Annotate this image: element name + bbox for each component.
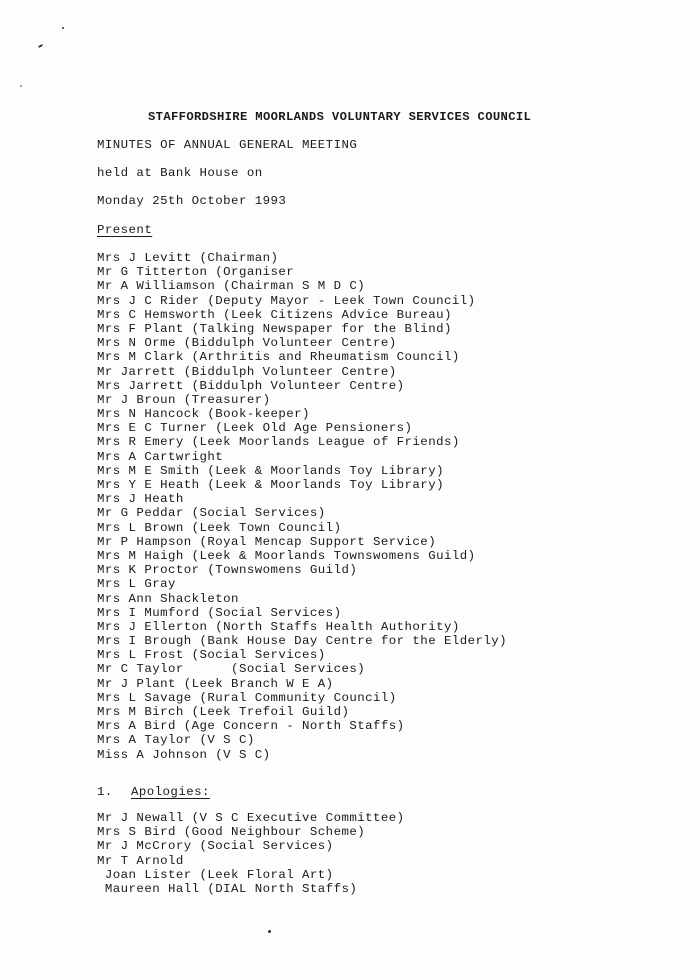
document-subtitle: MINUTES OF ANNUAL GENERAL MEETING: [97, 138, 358, 152]
attendee-item: Mr J Broun (Treasurer): [97, 392, 271, 407]
apology-item: Mr J Newall (V S C Executive Committee): [97, 811, 405, 825]
scan-speck: [62, 27, 64, 29]
attendee-item: Mrs I Mumford (Social Services): [97, 605, 342, 620]
meeting-date: Monday 25th October 1993: [97, 194, 287, 208]
attendee-item: Mrs M Birch (Leek Trefoil Guild): [97, 705, 350, 719]
present-heading: Present: [97, 223, 153, 237]
attendee-item: Mrs J Levitt (Chairman): [97, 251, 279, 265]
attendee-item: Mrs F Plant (Talking Newspaper for the Blind): [97, 321, 452, 336]
attendee-item: Mr P Hampson (Royal Mencap Support Service): [97, 534, 437, 549]
attendee-item: Mrs J Heath: [97, 492, 184, 507]
apologies-heading: Apologies:: [131, 785, 210, 799]
attendee-item: Mr Jarrett (Biddulph Volunteer Centre): [97, 364, 397, 379]
attendee-item: Mrs N Hancock (Book-keeper): [97, 407, 310, 422]
attendee-item: Mrs A Taylor (V S C): [97, 733, 255, 748]
attendee-item: Mrs Y E Heath (Leek & Moorlands Toy Library): [97, 478, 444, 492]
attendee-item: Mr J Plant (Leek Branch W E A): [97, 676, 334, 691]
attendee-item: Mrs I Brough (Bank House Day Centre for the Elderly): [97, 634, 508, 649]
attendee-item: Mrs J Ellerton (North Staffs Health Authority): [97, 619, 460, 634]
apologies-list: [97, 811, 405, 896]
scan-speck: [38, 44, 43, 48]
apology-item: Joan Lister (Leek Floral Art): [97, 867, 334, 882]
apology-item: Mr J McCrory (Social Services): [97, 839, 334, 854]
attendee-item: Mr C Taylor (Social Services): [97, 662, 366, 677]
attendee-item: Mrs M Haigh (Leek & Moorlands Townswomens Guild): [97, 548, 476, 563]
attendee-item: Mrs E C Turner (Leek Old Age Pensioners): [97, 421, 413, 436]
section-number: 1.: [97, 785, 113, 799]
apology-item: Mrs S Bird (Good Neighbour Scheme): [97, 825, 366, 840]
attendee-item: Mrs R Emery (Leek Moorlands League of Friends): [97, 435, 460, 450]
attendee-item: Mr G Titterton (Organiser: [97, 265, 295, 280]
apology-item: Mr T Arnold: [97, 853, 184, 868]
scan-speck: [20, 85, 22, 87]
attendee-item: Mr G Peddar (Social Services): [97, 506, 326, 521]
attendee-item: Mrs C Hemsworth (Leek Citizens Advice Bureau): [97, 307, 452, 322]
attendee-item: Mrs J C Rider (Deputy Mayor - Leek Town Council): [97, 293, 476, 308]
attendee-item: Mrs L Brown (Leek Town Council): [97, 520, 342, 535]
attendee-item: Mrs L Savage (Rural Community Council): [97, 690, 397, 705]
attendee-item: Mrs M E Smith (Leek & Moorlands Toy Library): [97, 463, 444, 478]
attendee-item: Miss A Johnson (V S C): [97, 747, 271, 762]
attendee-item: Mrs M Clark (Arthritis and Rheumatism Council): [97, 350, 460, 365]
apology-item: Maureen Hall (DIAL North Staffs): [97, 881, 358, 896]
attendee-item: Mrs L Gray: [97, 577, 176, 592]
apologies-section-heading: [97, 785, 210, 799]
attendee-item: Mrs A Cartwright: [97, 449, 224, 464]
scan-speck: [268, 930, 271, 933]
attendee-item: Mrs A Bird (Age Concern - North Staffs): [97, 719, 405, 734]
attendee-item: Mrs L Frost (Social Services): [97, 648, 326, 663]
attendee-item: Mrs N Orme (Biddulph Volunteer Centre): [97, 336, 397, 351]
attendee-item: Mrs K Proctor (Townswomens Guild): [97, 563, 358, 578]
document-title: STAFFORDSHIRE MOORLANDS VOLUNTARY SERVICES COUNCIL: [148, 110, 532, 124]
attendee-item: Mrs Jarrett (Biddulph Volunteer Centre): [97, 378, 405, 393]
meeting-venue: held at Bank House on: [97, 166, 263, 180]
attendee-item: Mrs Ann Shackleton: [97, 591, 239, 606]
attendee-list: [97, 251, 507, 762]
attendee-item: Mr A Williamson (Chairman S M D C): [97, 279, 366, 294]
